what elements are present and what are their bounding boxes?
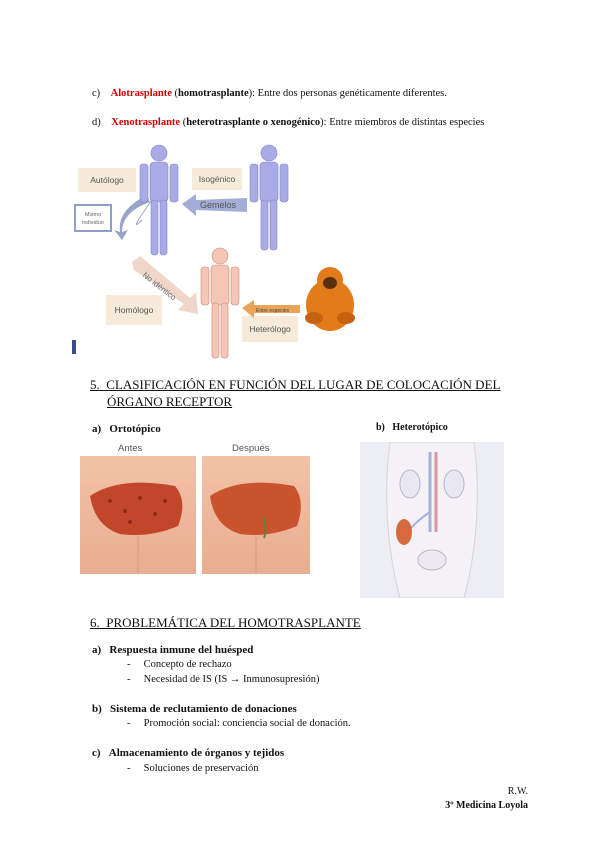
- skin-body-icon: [201, 248, 239, 358]
- section6-group-a: a) Respuesta inmune del huésped: [92, 644, 254, 656]
- section6-heading: 6. PROBLEMÁTICA DEL HOMOTRASPLANTE: [90, 615, 361, 630]
- label-heterologo: Heterólogo: [242, 316, 298, 342]
- transplant-types-figure: [72, 140, 372, 360]
- heterotopic-image: [360, 442, 504, 598]
- footer-course: 3º Medicina Loyola: [445, 800, 528, 811]
- section5-heading-line2: ÓRGANO RECEPTOR: [107, 394, 233, 409]
- blue-body-left-icon: [140, 145, 178, 255]
- term-alotrasplante: Alotrasplante: [110, 88, 172, 99]
- section5-a: a) Ortotópico: [92, 423, 161, 435]
- section6-group-c: c) Almacenamiento de órganos y tejidos: [92, 747, 285, 759]
- term-xenotrasplante: Xenotrasplante: [111, 117, 181, 128]
- liver-before-image: [80, 456, 196, 574]
- label-despues: Después: [232, 443, 270, 454]
- list-item: - Necesidad de IS (IS → Inmunosupresión): [127, 674, 320, 685]
- label-autologo: Autólogo: [78, 168, 136, 192]
- item-c: c) Alotrasplante (homotrasplante): Entre dos personas genéticamente diferentes.: [92, 88, 447, 99]
- liver-after-image: [202, 456, 310, 574]
- section5-b: b) Heterotópico: [376, 422, 448, 433]
- gemelos-text: Gemelos: [200, 200, 237, 210]
- transplanted-kidney-icon: [396, 519, 412, 545]
- label-antes: Antes: [118, 443, 143, 454]
- entre-especies-text: Entre especies: [256, 308, 290, 314]
- box-mismo-individuo: Mismo individuo: [74, 204, 112, 232]
- orangutan-icon: [305, 267, 355, 331]
- no-identico-text: No idéntico: [140, 270, 178, 303]
- section5-heading: 5. CLASIFICACIÓN EN FUNCIÓN DEL LUGAR DE COLOCACIÓN DEL: [90, 377, 501, 392]
- footer-initials: R.W.: [507, 786, 528, 797]
- list-item: - Promoción social: conciencia social de donación.: [127, 718, 351, 729]
- edge-mark: [72, 340, 76, 354]
- label-isogenico: Isogénico: [192, 168, 242, 190]
- transplant-types-drawing: [72, 140, 372, 360]
- list-item: - Concepto de rechazo: [127, 659, 232, 670]
- blue-body-right-icon: [250, 145, 288, 250]
- item-d: d) Xenotrasplante (heterotrasplante o xenogénico): Entre miembros de distintas especies: [92, 117, 485, 128]
- list-item: - Soluciones de preservación: [127, 763, 259, 774]
- section6-group-b: b) Sistema de reclutamiento de donaciones: [92, 703, 297, 715]
- label-homologo: Homólogo: [106, 295, 162, 325]
